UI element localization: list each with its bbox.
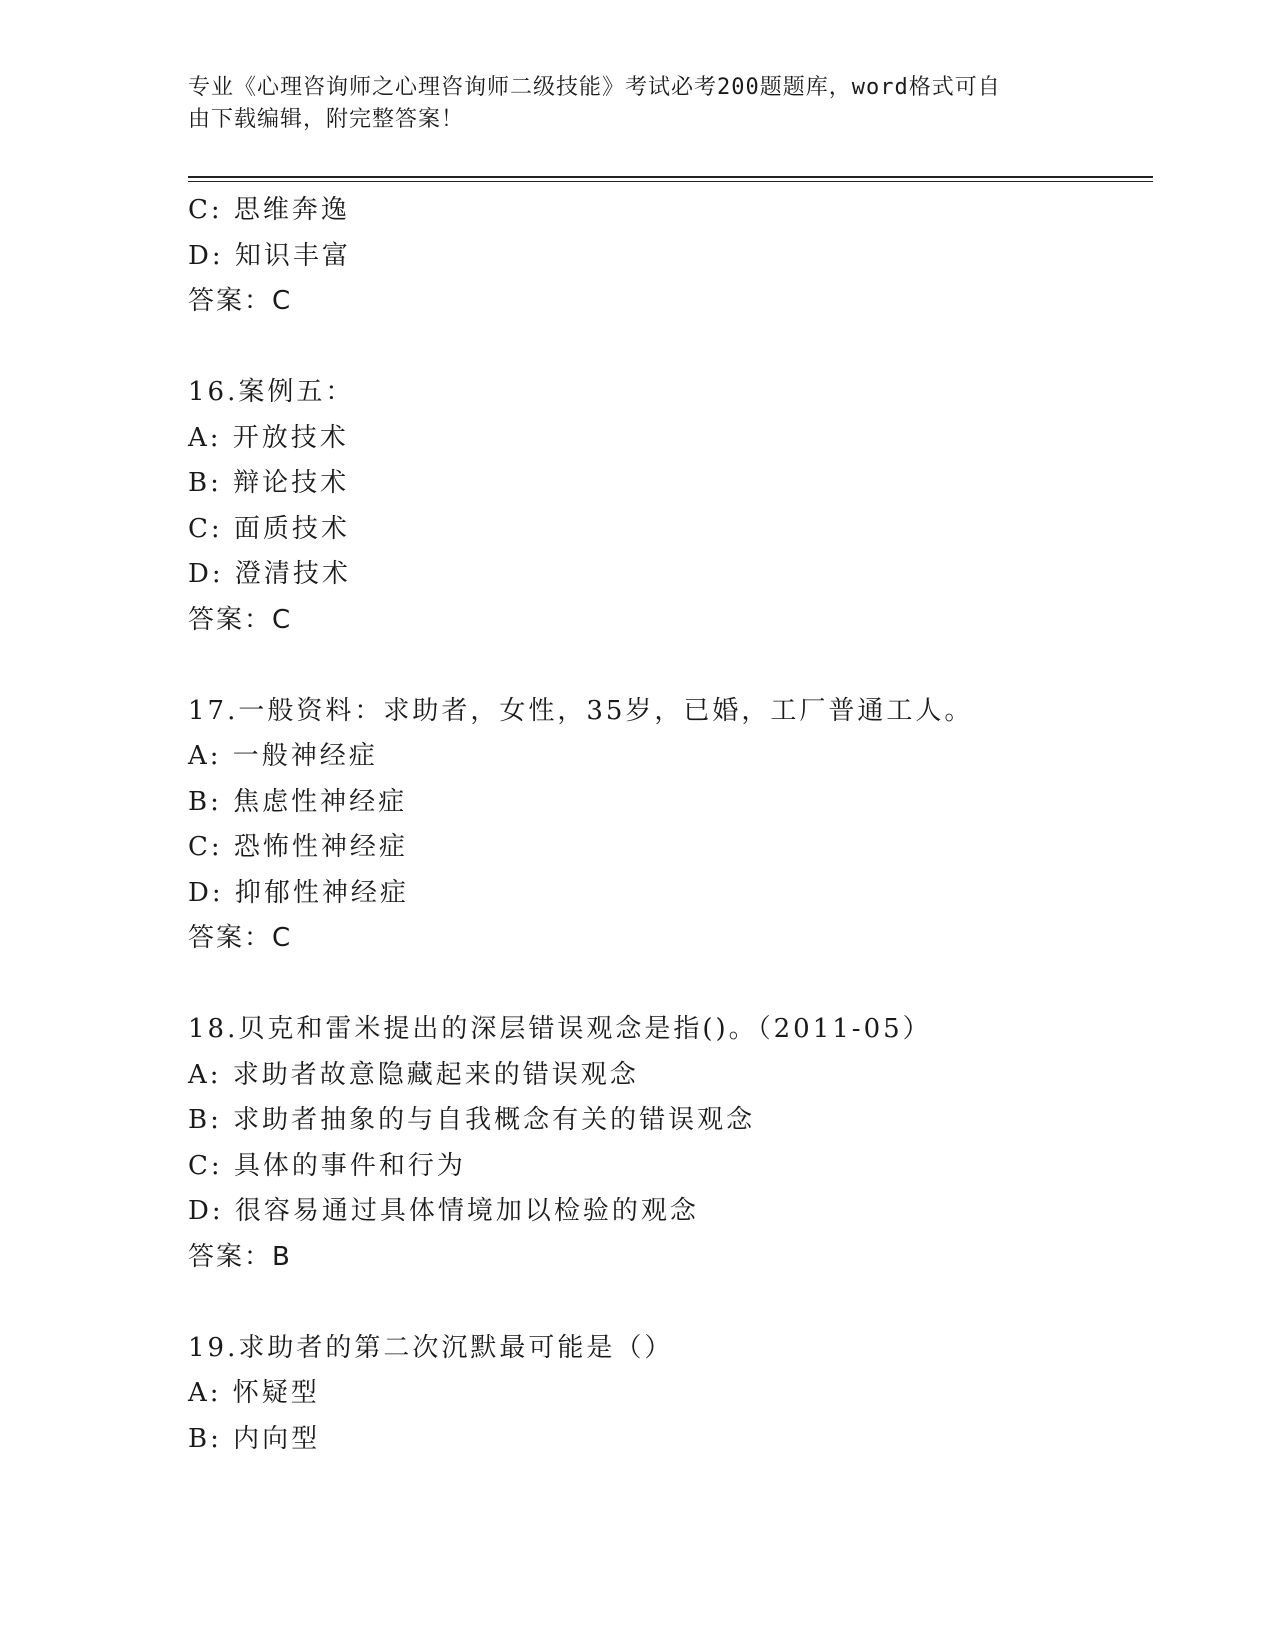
q18-option-a: A: 求助者故意隐藏起来的错误观念 [188, 1059, 639, 1090]
q19-option-a: A: 怀疑型 [188, 1378, 320, 1408]
q15-option-c: C: 思维奔逸 [188, 195, 350, 225]
q17-option-b: B: 焦虑性神经症 [188, 786, 408, 817]
q16-answer: 答案：C [188, 604, 293, 635]
q15-answer: 答案：C [188, 286, 293, 316]
header-divider-thick [188, 176, 1153, 178]
q18-option-d: D: 很容易通过具体情境加以检验的观念 [188, 1196, 699, 1226]
q17-option-a: A: 一般神经症 [188, 741, 378, 771]
q16-option-c: C: 面质技术 [188, 513, 350, 544]
q19-option-b: B: 内向型 [188, 1423, 321, 1454]
q18-option-c: C: 具体的事件和行为 [188, 1150, 466, 1181]
q17-option-c: C: 恐怖性神经症 [188, 832, 408, 862]
q15-option-d: D: 知识丰富 [188, 240, 351, 271]
q16-option-b: B: 辩论技术 [188, 468, 350, 498]
q19-question: 19.求助者的第二次沉默最可能是（） [188, 1332, 674, 1363]
document-header [188, 72, 1068, 136]
q16-option-a: A: 开放技术 [188, 422, 349, 453]
q16-question: 16.案例五： [188, 377, 355, 407]
header-line-2: 由下载编辑，附完整答案！ [188, 107, 465, 132]
header-divider-thin [188, 181, 1153, 182]
q18-question: 18.贝克和雷米提出的深层错误观念是指()。（2011-05） [188, 1014, 932, 1044]
q16-option-d: D: 澄清技术 [188, 559, 351, 589]
q18-option-b: B: 求助者抽象的与自我概念有关的错误观念 [188, 1105, 756, 1135]
q18-answer: 答案：B [188, 1241, 292, 1272]
q17-question: 17.一般资料：求助者，女性，35岁，已婚，工厂普通工人。 [188, 695, 974, 726]
q17-option-d: D: 抑郁性神经症 [188, 877, 409, 908]
question-list [188, 188, 1148, 1462]
q17-answer: 答案：C [188, 923, 293, 953]
header-line-1: 专业《心理咨询师之心理咨询师二级技能》考试必考200题题库，word格式可自 [188, 75, 1001, 100]
